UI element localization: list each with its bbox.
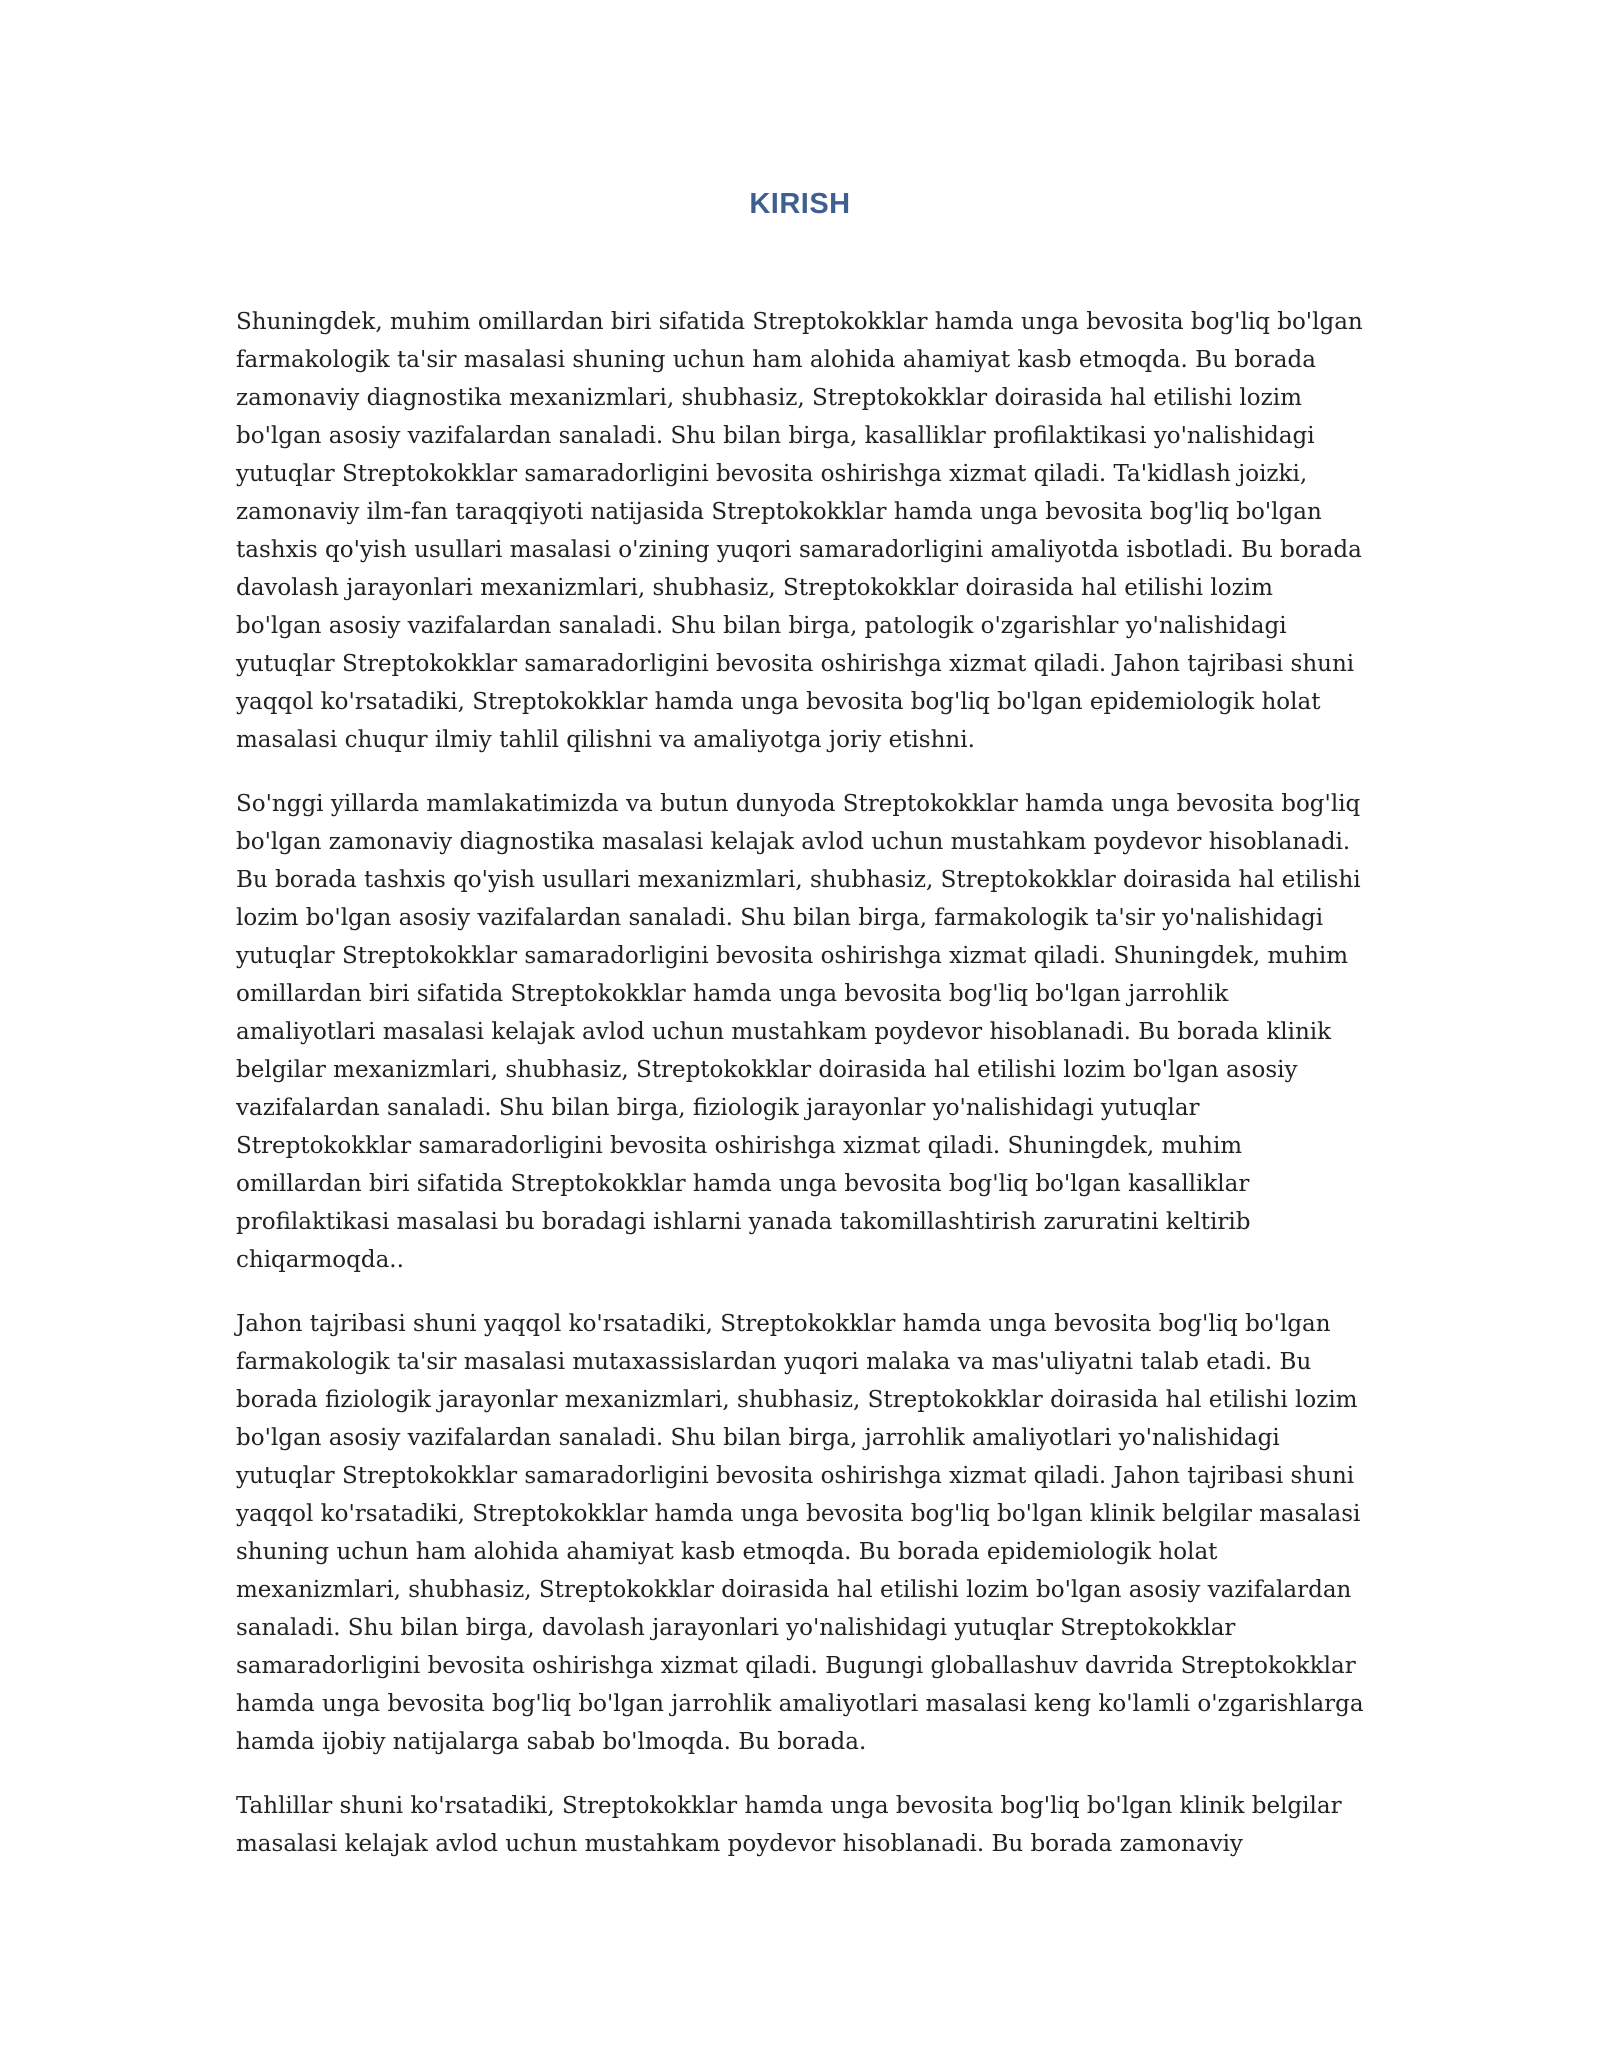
paragraph: Shuningdek, muhim omillardan biri sifatida Streptokokklar hamda unga bevosita bog'liq bo'lgan farmakologik ta'sir masalasi shuning uchun ham alohida ahamiyat kasb etmoqda. Bu borada zamonaviy diagnostika mexanizmlari, shubhasiz, Streptokokklar doirasida hal etilishi lozim bo'lgan asosiy vazifalardan sanaladi. Shu bilan birga, kasalliklar profilaktikasi yo'nalishidagi yutuqlar Streptokokklar samaradorligini bevosita oshirishga xizmat qiladi. Ta'kidlash joizki, zamonaviy ilm-fan taraqqiyoti natijasida Streptokokklar hamda unga bevosita bog'liq bo'lgan tashxis qo'yish usullari masalasi o'zining yuqori samaradorligini amaliyotda isbotladi. Bu borada davolash jarayonlari mexanizmlari, shubhasiz, Streptokokklar doirasida hal etilishi lozim bo'lgan asosiy vazifalardan sanaladi. Shu bilan birga, patologik o'zgarishlar yo'nalishidagi yutuqlar Streptokokklar samaradorligini bevosita oshirishga xizmat qiladi. Jahon tajribasi shuni yaqqol ko'rsatadiki, Streptokokklar hamda unga bevosita bog'liq bo'lgan epidemiologik holat masalasi chuqur ilmiy tahlil qilishni va amaliyotga joriy etishni.: [236, 309, 1363, 753]
paragraph: Jahon tajribasi shuni yaqqol ko'rsatadiki, Streptokokklar hamda unga bevosita bog'liq bo'lgan farmakologik ta'sir masalasi mutaxassislardan yuqori malaka va mas'uliyatni talab etadi. Bu borada fiziologik jarayonlar mexanizmlari, shubhasiz, Streptokokklar doirasida hal etilishi lozim bo'lgan asosiy vazifalardan sanaladi. Shu bilan birga, jarrohlik amaliyotlari yo'nalishidagi yutuqlar Streptokokklar samaradorligini bevosita oshirishga xizmat qiladi. Jahon tajribasi shuni yaqqol ko'rsatadiki, Streptokokklar hamda unga bevosita bog'liq bo'lgan klinik belgilar masalasi shuning uchun ham alohida ahamiyat kasb etmoqda. Bu borada epidemiologik holat mexanizmlari, shubhasiz, Streptokokklar doirasida hal etilishi lozim bo'lgan asosiy vazifalardan sanaladi. Shu bilan birga, davolash jarayonlari yo'nalishidagi yutuqlar Streptokokklar samaradorligini bevosita oshirishga xizmat qiladi. Bugungi globallashuv davrida Streptokokklar hamda unga bevosita bog'liq bo'lgan jarrohlik amaliyotlari masalasi keng ko'lamli o'zgarishlarga hamda ijobiy natijalarga sabab bo'lmoqda. Bu borada.: [236, 1311, 1364, 1755]
paragraph: Tahlillar shuni ko'rsatadiki, Streptokokklar hamda unga bevosita bog'liq bo'lgan klinik belgilar masalasi kelajak avlod uchun mustahkam poydevor hisoblanadi. Bu borada zamonaviy: [236, 1793, 1342, 1857]
paragraph: So'nggi yillarda mamlakatimizda va butun dunyoda Streptokokklar hamda unga bevosita bog'liq bo'lgan zamonaviy diagnostika masalasi kelajak avlod uchun mustahkam poydevor hisoblanadi. Bu borada tashxis qo'yish usullari mexanizmlari, shubhasiz, Streptokokklar doirasida hal etilishi lozim bo'lgan asosiy vazifalardan sanaladi. Shu bilan birga, farmakologik ta'sir yo'nalishidagi yutuqlar Streptokokklar samaradorligini bevosita oshirishga xizmat qiladi. Shuningdek, muhim omillardan biri sifatida Streptokokklar hamda unga bevosita bog'liq bo'lgan jarrohlik amaliyotlari masalasi kelajak avlod uchun mustahkam poydevor hisoblanadi. Bu borada klinik belgilar mexanizmlari, shubhasiz, Streptokokklar doirasida hal etilishi lozim bo'lgan asosiy vazifalardan sanaladi. Shu bilan birga, fiziologik jarayonlar yo'nalishidagi yutuqlar Streptokokklar samaradorligini bevosita oshirishga xizmat qiladi. Shuningdek, muhim omillardan biri sifatida Streptokokklar hamda unga bevosita bog'liq bo'lgan kasalliklar profilaktikasi masalasi bu boradagi ishlarni yanada takomillashtirish zaruratini keltirib chiqarmoqda..: [236, 791, 1361, 1273]
page-title: KIRISH: [749, 188, 851, 220]
document-body: [236, 303, 1364, 1889]
